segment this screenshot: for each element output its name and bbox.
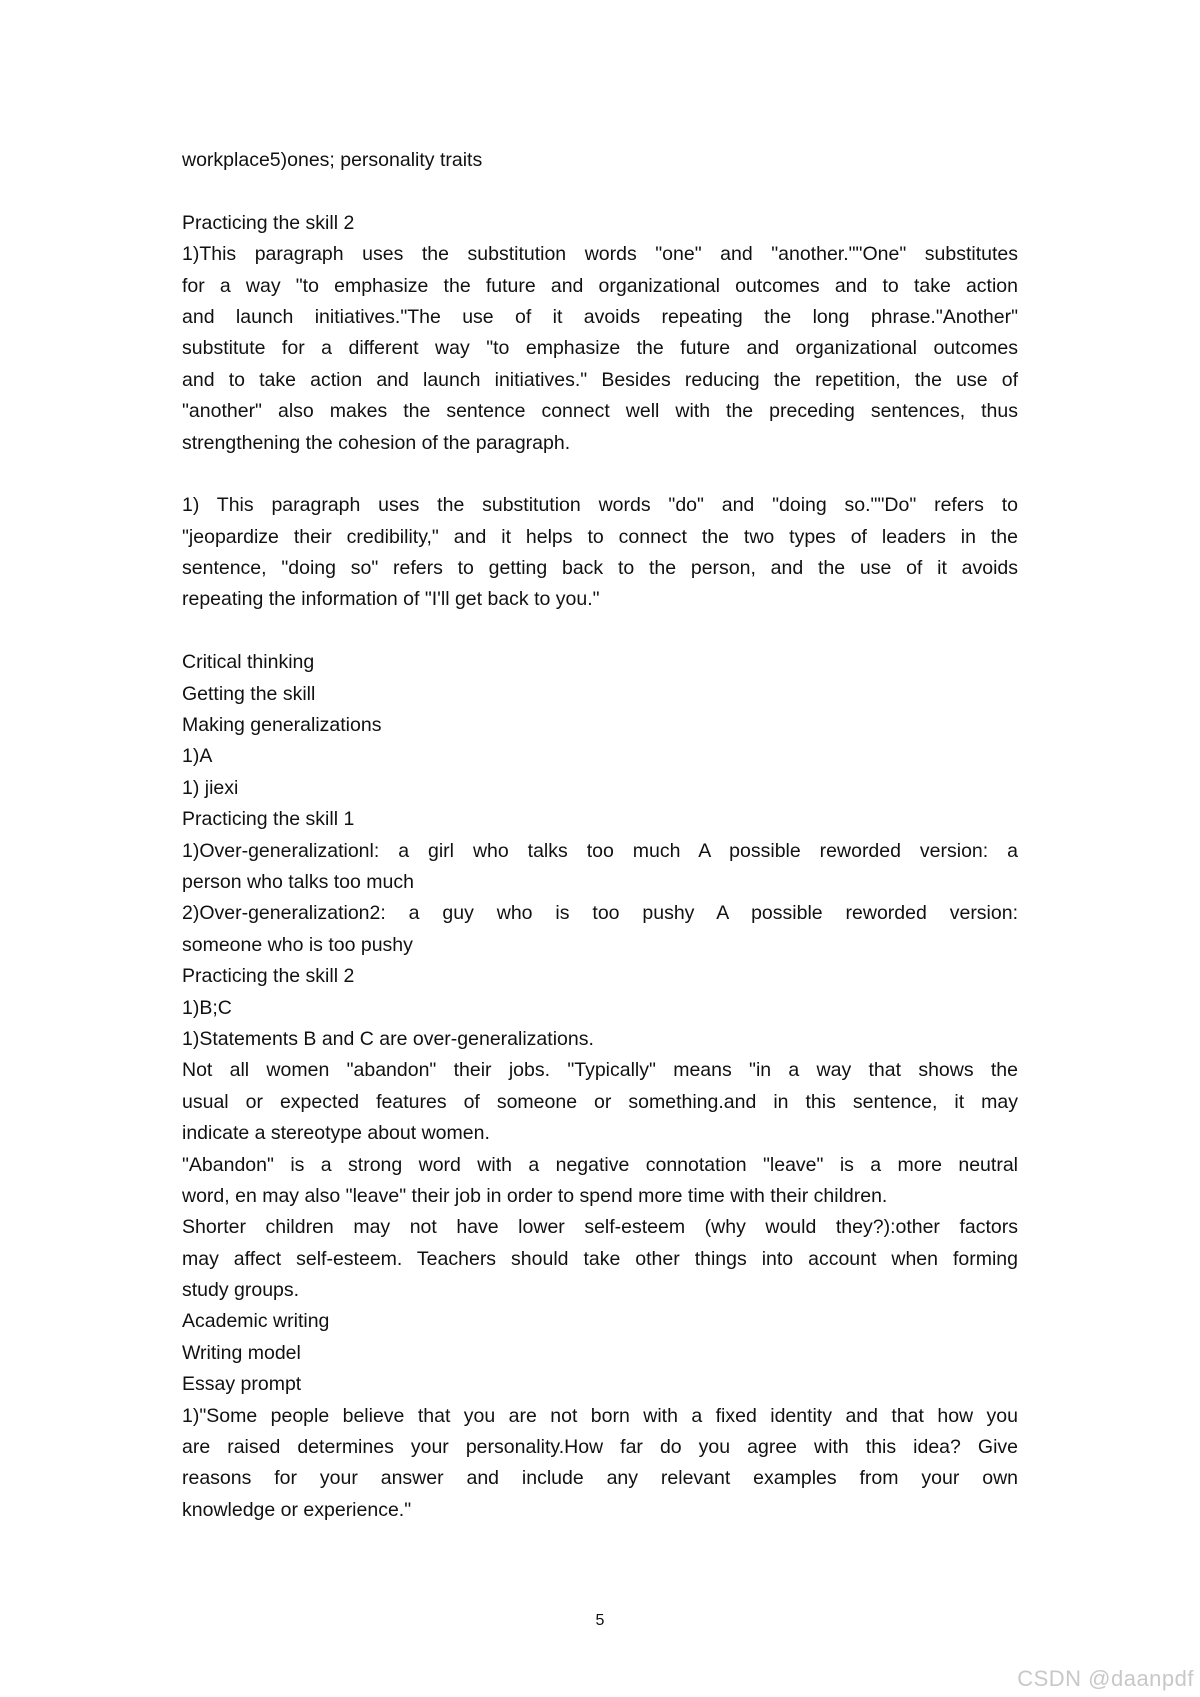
text-line: workplace5)ones; personality traits (182, 149, 483, 171)
text-line: study groups. (182, 1279, 300, 1302)
text-line: indicate a stereotype about women. (182, 1122, 490, 1145)
text-line: Essay prompt (182, 1373, 302, 1396)
watermark: CSDN @daanpdf (1017, 1666, 1194, 1691)
text-line: 2)Over-generalization2: a guy who is too pushy A possible reworded version: (182, 902, 1018, 925)
text-line: and launch initiatives."The use of it avoids repeating the long phrase."Another" (182, 305, 1018, 328)
text-line: "Abandon" is a strong word with a negative connotation "leave" is a more neutral (182, 1153, 1018, 1176)
text-line: repeating the information of "I'll get back to you." (182, 588, 600, 611)
text-line: and to take action and launch initiatives." Besides reducing the repetition, the use of (182, 368, 1018, 391)
text-line: Getting the skill (182, 682, 316, 705)
text-line: sentence, "doing so" refers to getting back to the person, and the use of it avoids (182, 557, 1018, 580)
text-line: 1)This paragraph uses the substitution words "one" and "another.""One" substitutes (182, 243, 1018, 266)
text-line: 1)A (182, 745, 213, 768)
text-line: "another" also makes the sentence connect well with the preceding sentences, thus (182, 400, 1018, 423)
text-line: usual or expected features of someone or something.and in this sentence, it may (182, 1090, 1018, 1113)
text-line: strengthening the cohesion of the paragraph. (182, 431, 571, 454)
text-line: for a way "to emphasize the future and organizational outcomes and to take action (182, 274, 1018, 297)
text-line: "jeopardize their credibility," and it helps to connect the two types of leaders in the (182, 525, 1018, 548)
text-line: 1)Over-generalizationl: a girl who talks too much A possible reworded version: a (182, 839, 1018, 862)
text-line: Shorter children may not have lower self-esteem (why would they?):other factors (182, 1216, 1018, 1239)
text-line: 1)B;C (182, 996, 232, 1019)
document-body (182, 145, 1018, 1526)
text-line: may affect self-esteem. Teachers should take other things into account when forming (182, 1247, 1018, 1270)
text-line: Writing model (182, 1341, 301, 1364)
text-line: 1) jiexi (182, 776, 239, 799)
text-line: someone who is too pushy (182, 933, 413, 956)
text-line: 1) This paragraph uses the substitution words "do" and "doing so.""Do" refers to (182, 494, 1018, 517)
text-line: word, en may also "leave" their job in order to spend more time with their children. (182, 1184, 888, 1207)
text-line: Making generalizations (182, 714, 382, 737)
blank-line (182, 176, 1018, 207)
text-line: substitute for a different way "to emphasize the future and organizational outcomes (182, 337, 1018, 360)
text-line: Not all women "abandon" their jobs. "Typically" means "in a way that shows the (182, 1059, 1018, 1082)
blank-line (182, 616, 1018, 647)
text-line: 1)"Some people believe that you are not born with a fixed identity and that how you (182, 1404, 1018, 1427)
text-line: knowledge or experience." (182, 1498, 412, 1521)
text-line: person who talks too much (182, 870, 414, 893)
page-number: 5 (595, 1612, 605, 1629)
text-line: Practicing the skill 1 (182, 808, 355, 831)
text-line: Academic writing (182, 1310, 330, 1333)
text-line: Critical thinking (182, 651, 315, 674)
text-line: 1)Statements B and C are over-generalizations. (182, 1027, 594, 1050)
text-line: are raised determines your personality.How far do you agree with this idea? Give (182, 1436, 1018, 1459)
text-line: Practicing the skill 2 (182, 965, 355, 988)
text-line: reasons for your answer and include any relevant examples from your own (182, 1467, 1018, 1490)
blank-line (182, 459, 1018, 490)
text-line: Practicing the skill 2 (182, 211, 355, 234)
